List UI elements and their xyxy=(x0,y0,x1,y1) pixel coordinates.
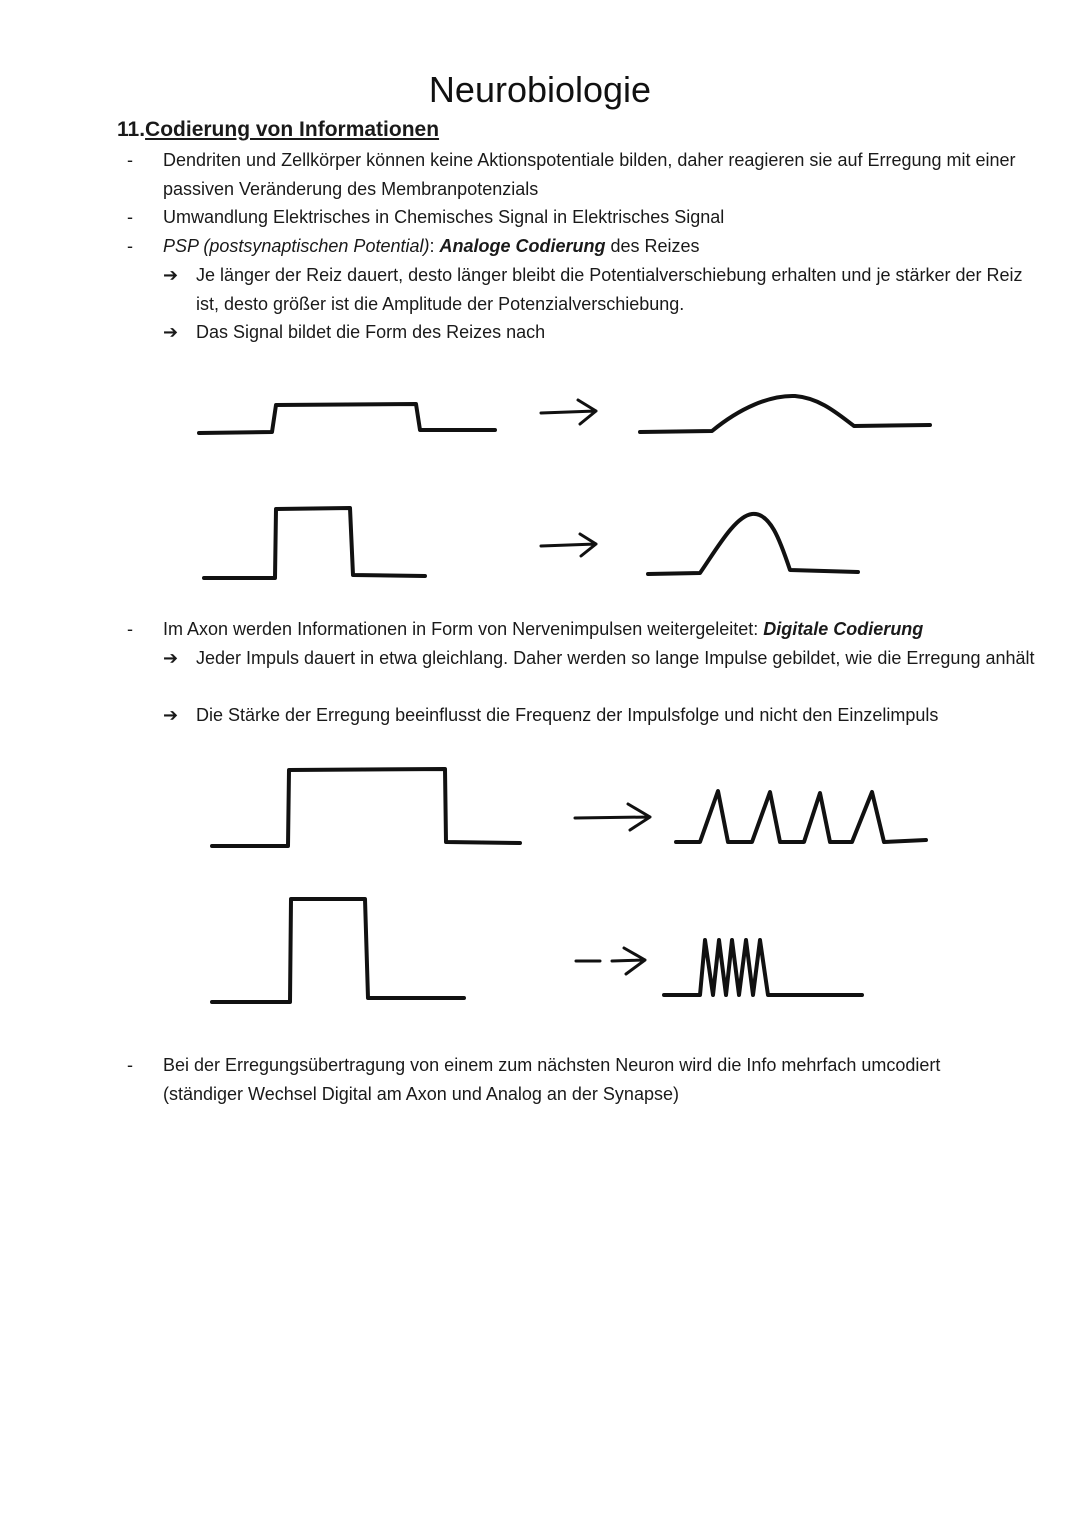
page-title: Neurobiologie xyxy=(428,69,652,110)
psp-label: PSP (postsynaptischen Potential) xyxy=(163,236,430,256)
bullet-dash: - xyxy=(127,207,133,227)
arrow-icon: ➔ xyxy=(163,265,179,285)
long-stimulus-sketch xyxy=(212,769,520,846)
arrow-icon: ➔ xyxy=(163,322,179,342)
psp-emphasis: Analoge Codierung xyxy=(439,236,606,256)
arrow-icon: ➔ xyxy=(163,648,179,668)
axon-emphasis: Digitale Codierung xyxy=(763,619,924,639)
bullet-text: Umwandlung Elektrisches in Chemisches Signal in Elektrisches Signal xyxy=(163,207,725,227)
long-stimulus-sketch xyxy=(199,404,495,433)
dense-impulse-train-sketch xyxy=(664,940,862,995)
broad-psp-sketch xyxy=(640,396,930,432)
sub-text: Die Stärke der Erregung beeinflusst die Frequenz der Impulsfolge und nicht den Einzelimpuls xyxy=(196,705,939,725)
short-stimulus-sketch xyxy=(204,508,425,578)
arrow-icon xyxy=(575,804,650,830)
sub-text: Je länger der Reiz dauert, desto länger bleibt die Potentialverschiebung erhalten und je stärker der Reiz ist, desto größer ist die Amplitude der Potenzialverschiebung. xyxy=(196,265,1023,314)
bullet-text: Bei der Erregungsübertragung von einem zum nächsten Neuron wird die Info mehrfach umcodiert (ständiger Wechsel Digital am Axon und Analog an der Synapse) xyxy=(163,1055,941,1104)
axon-text: Im Axon werden Informationen in Form von Nervenimpulsen weitergeleitet: xyxy=(163,619,764,639)
psp-colon: : xyxy=(429,236,440,256)
bullet-dash: - xyxy=(127,236,133,256)
bullet-text: Dendriten und Zellkörper können keine Aktionspotentiale bilden, daher reagieren sie auf Erregung mit einer passiven Veränderung des Membranpotenzials xyxy=(163,150,1016,199)
arrow-icon: ➔ xyxy=(163,705,179,725)
short-stimulus-sketch xyxy=(212,899,464,1002)
sub-text: Jeder Impuls dauert in etwa gleichlang. Daher werden so lange Impulse gebildet, wie die Erregung anhält xyxy=(196,648,1035,668)
psp-suffix: des Reizes xyxy=(605,236,700,256)
arrow-icon xyxy=(576,948,645,974)
section-number: 11. xyxy=(117,118,146,141)
bullet-dash: - xyxy=(127,619,133,639)
arrow-icon xyxy=(541,400,596,424)
bullet-dash: - xyxy=(127,150,133,170)
bullet-dash: - xyxy=(127,1055,133,1075)
sparse-impulse-train-sketch xyxy=(676,791,926,842)
peaked-psp-sketch xyxy=(648,514,858,574)
sub-text: Das Signal bildet die Form des Reizes nach xyxy=(196,322,546,342)
arrow-icon xyxy=(541,534,596,556)
section-title: Codierung von Informationen xyxy=(145,118,440,141)
